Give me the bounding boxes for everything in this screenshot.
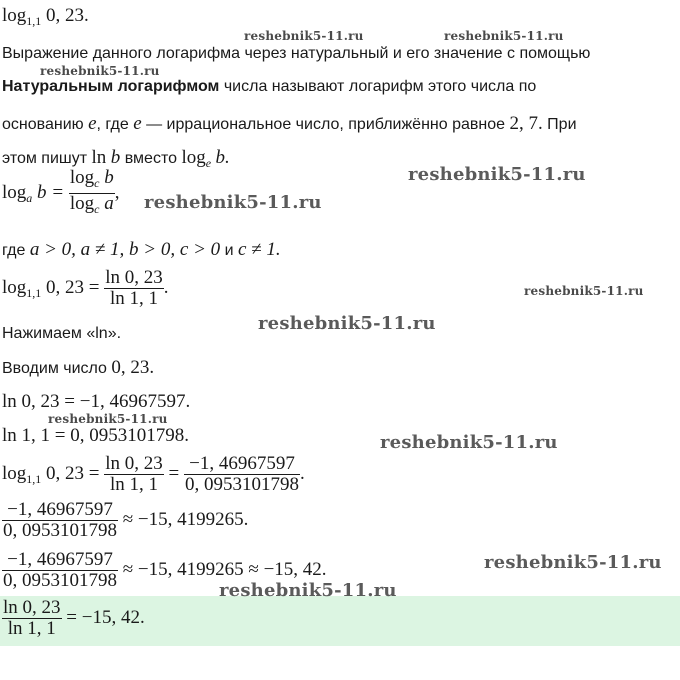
step3-fraction: $\frac{-1, 46967597}{0, 0953101798}$ — [3, 499, 117, 541]
enter-number-text: Вводим число 0, 23. — [2, 357, 155, 378]
watermark: reshebnik5-11.ru — [144, 192, 322, 213]
watermark: reshebnik5-11.ru — [40, 64, 160, 78]
step4-expression: $\frac{-1, 46967597}{0, 0953101798}$ ≈ −15, 4199265 ≈ −15, 42. — [3, 549, 327, 591]
step4-fraction: $\frac{-1, 46967597}{0, 0953101798}$ — [3, 549, 117, 591]
step2-fraction-2: $\frac{-1, 46967597}{0, 0953101798}$ — [185, 453, 299, 495]
step3-expression: $\frac{-1, 46967597}{0, 0953101798}$ ≈ −15, 4199265. — [3, 499, 249, 541]
step2-fraction-1: $\frac{\ln 0, 23}{\ln 1, 1}$ — [105, 453, 163, 495]
step1-fraction: $\frac{\ln 0, 23}{\ln 1, 1}$ — [105, 267, 163, 309]
conditions-line: где a > 0, a ≠ 1, b > 0, c > 0 и c ≠ 1. — [2, 239, 281, 260]
watermark: reshebnik5-11.ru — [444, 29, 564, 43]
watermark: reshebnik5-11.ru — [380, 432, 558, 453]
formula-fraction: $\frac{\log_c b}{\log_c a}$ — [69, 168, 115, 219]
watermark: reshebnik5-11.ru — [244, 29, 364, 43]
watermark: reshebnik5-11.ru — [408, 164, 586, 185]
ln-0-23-result: ln 0, 23 = −1, 46967597. — [2, 391, 191, 412]
intro-text: Выражение данного логарифма через натуральный и его значение с помощью — [2, 45, 591, 62]
watermark: reshebnik5-11.ru — [484, 552, 662, 573]
watermark: reshebnik5-11.ru — [524, 284, 644, 298]
watermark: reshebnik5-11.ru — [219, 580, 397, 601]
problem-expression: $\log_{1,1} 0$, 23. — [2, 5, 89, 28]
definition-line-1: Натуральным логарифмом числа называют логарифм этого числа по — [2, 78, 537, 95]
definition-line-3: этом пишут ln b вместо $\log_e b$. — [2, 147, 230, 170]
step2-expression: $\log_{1,1} 0$, 23 = $\frac{\ln 0, 23}{\ln 1, 1}$ = $\frac{-1, 46967597}{0, 0953101798}$ . — [2, 453, 305, 495]
change-of-base-formula: $\log_a b$ = $\frac{\log_c b}{\log_c a}$ , — [2, 168, 119, 219]
definition-line-2: основанию e, где e — иррациональное число, приближённо равное 2, 7. При — [2, 113, 577, 134]
step1-expression: $\log_{1,1} 0$, 23 = $\frac{\ln 0, 23}{\ln 1, 1}$ . — [2, 267, 169, 309]
ln-1-1-result: ln 1, 1 = 0, 0953101798. — [2, 425, 189, 446]
answer-fraction: $\frac{\ln 0, 23}{\ln 1, 1}$ — [3, 597, 61, 639]
watermark: reshebnik5-11.ru — [258, 313, 436, 334]
final-answer: $\frac{\ln 0, 23}{\ln 1, 1}$ = −15, 42. — [3, 597, 145, 639]
watermark: reshebnik5-11.ru — [48, 412, 168, 426]
press-ln-text: Нажимаем «ln». — [2, 325, 122, 342]
